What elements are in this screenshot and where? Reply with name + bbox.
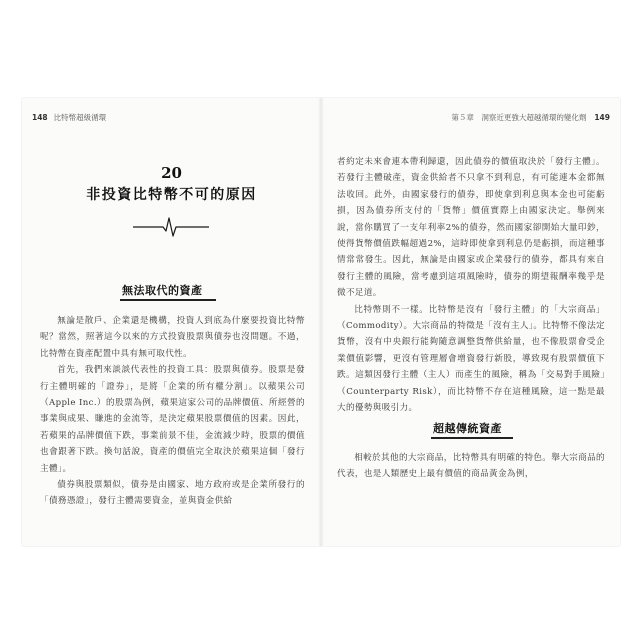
paragraph: 首先，我們來談談代表性的投資工具：股票與債券。股票是發行主體明確的「證券」，是將「企業的所有權分割」。以蘋果公司（Apple Inc.）的股票為例，蘋果這家公司的品牌價值、所經營的事業與成果、賺進的金流等，是決定蘋果股票價值的因素。因此，若蘋果的品牌價值下跌，事業前景不佳，金流減少時，股票的價值也會跟著下跌。換句話說，資產的價值完全取決於蘋果這個「發行主體」。 [40, 365, 305, 474]
left-running-head [32, 112, 106, 123]
paragraph: 債券與股票類似，債券是由國家、地方政府或是企業所發行的「債務憑證」，發行主體需要資金，並與資金供給 [40, 480, 305, 507]
section-heading-irreplaceable-asset: 無法取代的資產 [122, 284, 203, 297]
paragraph: 比特幣則不一樣。比特幣是沒有「發行主體」的「大宗商品」（Commodity）。大宗商品的特徵是「沒有主人」。比特幣不像法定貨幣，沒有中央銀行能夠隨意調整貨幣供給量，也不像股票會受企業價值影響，更沒有管理層會增資發行新股，導致現有股票價值下跌。這類因發行主體（主人）而產生的風險，稱為「交易對手風險」（Counterparty Risk），而比特幣不存在這種風險，這一點是最大的優勢與吸引力。 [337, 304, 605, 414]
section-heading-underline [120, 299, 216, 301]
chapter-number: 20 [161, 164, 182, 182]
left-body-text [40, 313, 305, 510]
right-page-number: 149 [594, 113, 610, 122]
right-page [321, 98, 620, 546]
section-heading-underline [431, 437, 513, 439]
section-heading-beyond-traditional-assets: 超越傳統資產 [433, 422, 502, 435]
heartbeat-line-icon [133, 216, 209, 238]
paragraph: 無論是散戶、企業還是機構，投資人到底為什麼要投資比特幣呢？當然，照著這今以來的方式投資股票與債券也沒問題。不過，比特幣在資產配置中具有無可取代性。 [40, 316, 305, 359]
paragraph: 者約定未來會連本帶利歸還，因此債券的價值取決於「發行主體」。若發行主體破產，資金供給者不只拿不到利息，有可能連本金都無法收回。此外，由國家發行的債券，即使拿到利息與本金也可能虧損，因為債券所支付的「貨幣」價值實際上由國家決定。舉例來說，當你購買了一支年利率2%的債券，然而國家卻開始大量印鈔，使得貨幣價值跌幅超過2%，這時即使拿到利息仍是虧損，而這種事情常常發生。因此，無論是由國家或企業發行的債券，都具有來自發行主體的風險，當考慮到這項風險時，債券的期望報酬率幾乎是微不足道。 [337, 157, 605, 299]
paragraph: 相較於其他的大宗商品，比特幣具有明確的特色。舉大宗商品的代表，也是人類歷史上最有價值的商品黃金為例， [337, 453, 605, 480]
left-page [22, 98, 321, 546]
left-running-title: 比特幣超級循環 [53, 113, 107, 122]
book-spread [22, 98, 620, 546]
right-running-head [451, 112, 610, 123]
left-page-number: 148 [32, 113, 48, 122]
right-body-text-bottom [337, 450, 605, 483]
chapter-title: 非投資比特幣不可的原因 [86, 187, 257, 203]
right-running-title: 第５章 洞察近更強大超越循環的變化劑 [451, 113, 587, 122]
right-body-text-top [337, 154, 605, 417]
